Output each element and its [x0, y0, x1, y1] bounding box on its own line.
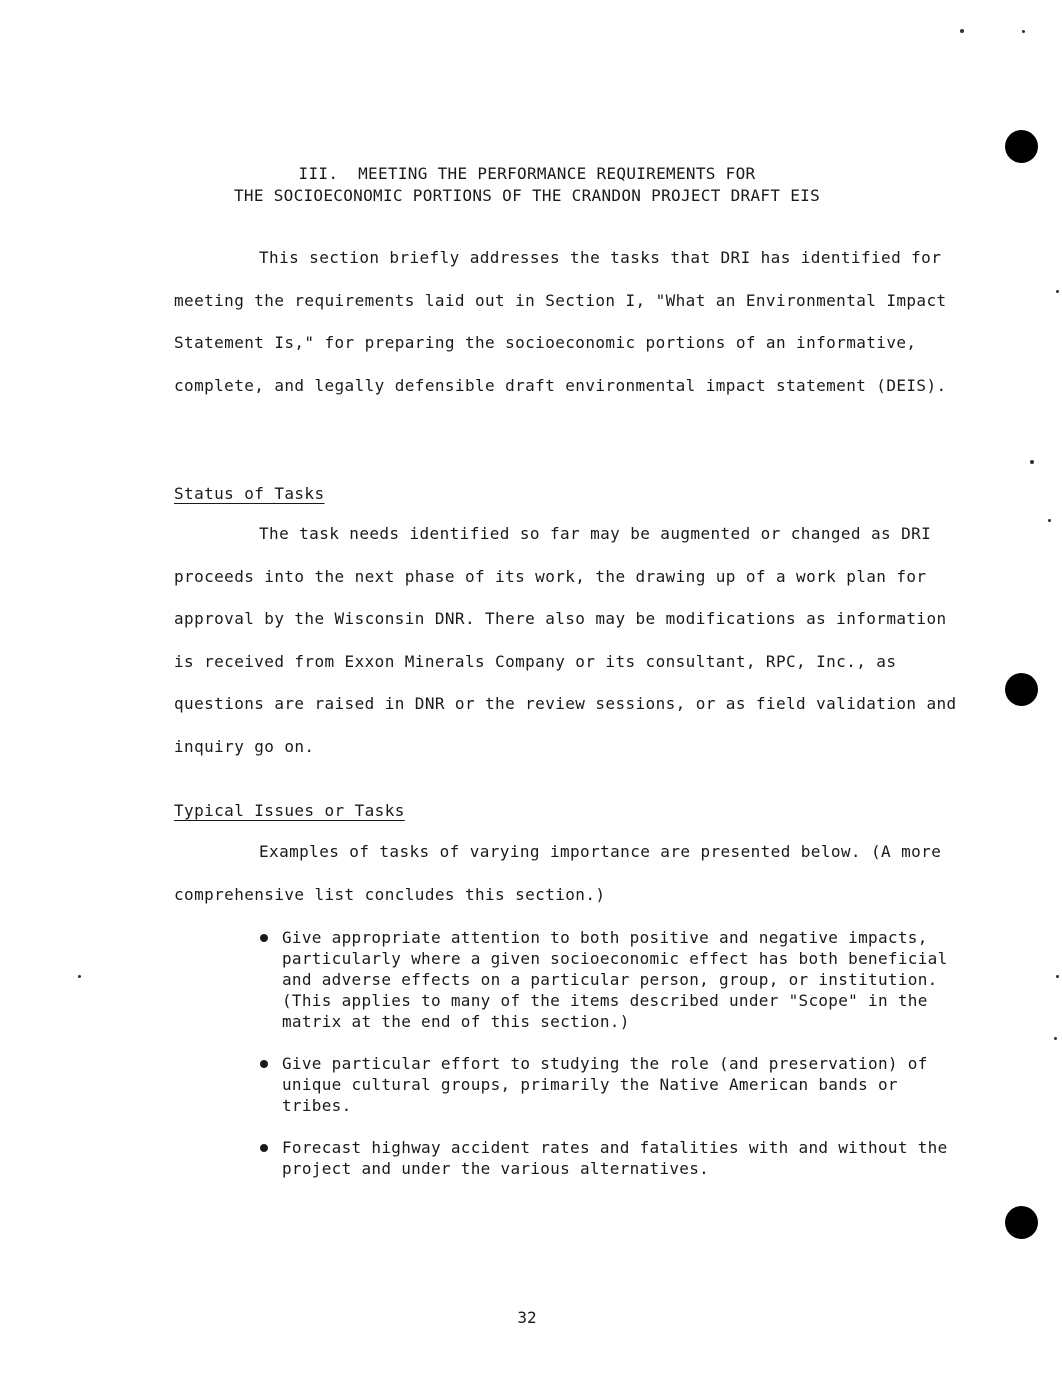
scan-speck-icon [78, 975, 81, 978]
list-item [258, 927, 958, 1032]
list-item [258, 1053, 958, 1116]
scan-speck-icon [960, 29, 964, 33]
punch-hole-icon [1005, 130, 1038, 163]
scan-speck-icon [1030, 460, 1034, 464]
section-title-line-1: III. MEETING THE PERFORMANCE REQUIREMENTS FOR [298, 164, 756, 183]
status-of-tasks-section [174, 513, 974, 768]
task-bullet-list [258, 927, 958, 1200]
scan-speck-icon [1022, 30, 1025, 33]
punch-hole-icon [1005, 673, 1038, 706]
status-of-tasks-paragraph: The task needs identified so far may be augmented or changed as DRI proceeds into the next phase of its work, the drawing up of a work plan for approval by the Wisconsin DNR. There also may be modifications as information is received from Exxon Minerals Company or its consultant, RPC, Inc., as questions are raised in DNR or the review sessions, or as field validation and inquiry go on. [174, 524, 957, 756]
intro-section [174, 237, 974, 407]
bullet-text: Forecast highway accident rates and fatalities with and without the project and under the various alternatives. [282, 1138, 948, 1178]
bullet-text: Give particular effort to studying the role (and preservation) of unique cultural groups, primarily the Native American bands or tribes. [282, 1054, 928, 1115]
list-item [258, 1137, 958, 1179]
status-of-tasks-heading: Status of Tasks [174, 484, 325, 503]
bullet-icon [260, 1144, 268, 1152]
scan-speck-icon [1048, 519, 1051, 522]
intro-paragraph: This section briefly addresses the tasks that DRI has identified for meeting the requirements laid out in Section I, "What an Environmental Impact Statement Is," for preparing the socioeconomic portions of an informative, complete, and legally defensible draft environmental impact statement (DEIS). [174, 248, 947, 395]
punch-hole-icon [1005, 1206, 1038, 1239]
typical-issues-paragraph: Examples of tasks of varying importance are presented below. (A more comprehensive list concludes this section.) [174, 842, 942, 904]
bullet-text: Give appropriate attention to both positive and negative impacts, particularly where a given socioeconomic effect has both beneficial and adverse effects on a particular person, group, or institution. (This applies to many of the items described under "Scope" in the matrix at the end of this section.) [282, 928, 948, 1031]
section-title [100, 163, 954, 207]
typical-issues-section [174, 831, 974, 916]
scan-speck-icon [1056, 290, 1059, 293]
bullet-icon [260, 934, 268, 942]
scan-speck-icon [1054, 1037, 1057, 1040]
bullet-icon [260, 1060, 268, 1068]
scan-speck-icon [1056, 975, 1059, 978]
page-number: 32 [517, 1308, 537, 1327]
section-title-line-2: THE SOCIOECONOMIC PORTIONS OF THE CRANDON PROJECT DRAFT EIS [233, 186, 821, 205]
typical-issues-heading: Typical Issues or Tasks [174, 801, 405, 820]
